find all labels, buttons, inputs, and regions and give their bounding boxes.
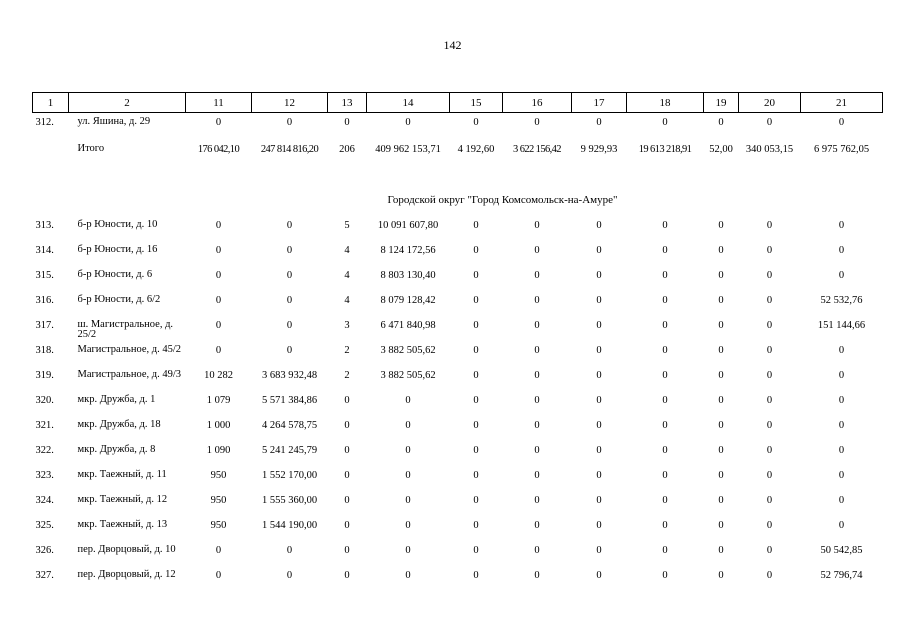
table-cell: 0 [718, 570, 724, 581]
table-cell: 0 [596, 520, 602, 531]
table-row [33, 241, 883, 266]
table-cell: 0 [838, 370, 845, 381]
table-cell: 0 [838, 495, 845, 506]
table-cell: 0 [838, 117, 845, 128]
column-header: 1 [33, 93, 69, 113]
table-row [33, 216, 883, 241]
table-cell: 0 [596, 370, 602, 381]
table-cell: 0 [473, 445, 479, 456]
table-row [33, 113, 883, 138]
table-cell: 0 [662, 470, 668, 481]
column-header: 18 [627, 93, 704, 113]
row-number: 325. [35, 520, 54, 531]
table-cell: 0 [596, 345, 602, 356]
table-cell: 0 [662, 345, 668, 356]
table-body [33, 113, 883, 592]
table-cell: 0 [838, 395, 845, 406]
column-header: 14 [367, 93, 450, 113]
data-table [32, 92, 883, 591]
table-cell: 340 053,15 [745, 144, 794, 155]
table-cell: 0 [596, 245, 602, 256]
table-cell: 52 532,76 [820, 295, 863, 306]
table-cell: 0 [286, 117, 293, 128]
table-cell: 0 [596, 270, 602, 281]
table-cell: 0 [534, 245, 540, 256]
row-address: ул. Яшина, д. 29 [77, 116, 151, 127]
table-cell: 0 [766, 117, 773, 128]
table-cell: 0 [718, 520, 724, 531]
table-cell: 4 [344, 245, 350, 256]
table-cell: 0 [596, 570, 602, 581]
row-number: 312. [35, 117, 54, 128]
table-row [33, 466, 883, 491]
row-address: Магистральное, д. 45/2 [77, 344, 181, 355]
table-cell: 0 [344, 420, 350, 431]
table-row [33, 416, 883, 441]
table-cell: 0 [405, 520, 411, 531]
row-address: мкр. Таежный, д. 13 [77, 519, 168, 530]
table-cell: 52,00 [709, 144, 733, 155]
table-cell: 0 [838, 270, 845, 281]
table-cell: 0 [534, 320, 540, 331]
row-number: 324. [35, 495, 54, 506]
table-cell: 0 [405, 445, 411, 456]
total-row [33, 137, 883, 170]
table-cell: 0 [766, 245, 773, 256]
table-cell: 0 [838, 220, 845, 231]
table-cell: 0 [718, 220, 724, 231]
row-address: б-р Юности, д. 10 [77, 219, 158, 230]
table-cell: 0 [596, 420, 602, 431]
table-cell: 4 [344, 270, 350, 281]
table-cell: 247 814 816,20 [260, 144, 319, 155]
row-address: б-р Юности, д. 6/2 [77, 294, 161, 305]
table-cell: 0 [405, 117, 411, 128]
table-cell: 0 [286, 545, 293, 556]
table-cell: 0 [215, 245, 222, 256]
table-cell: 0 [473, 220, 479, 231]
table-row [33, 541, 883, 566]
table-cell: 0 [405, 470, 411, 481]
table-cell: 0 [286, 345, 293, 356]
table-row [33, 491, 883, 516]
table-cell: 0 [215, 345, 222, 356]
table-cell: 5 571 384,86 [261, 395, 318, 406]
table-cell: 0 [534, 495, 540, 506]
table-cell: 0 [718, 295, 724, 306]
table-cell: 0 [766, 470, 773, 481]
table-cell: 0 [718, 245, 724, 256]
table-row [33, 391, 883, 416]
table-row [33, 316, 883, 341]
table-cell: 0 [838, 345, 845, 356]
table-cell: 0 [534, 370, 540, 381]
row-number [33, 137, 69, 170]
table-cell: 0 [718, 370, 724, 381]
table-cell: 0 [473, 395, 479, 406]
table-cell: 0 [718, 495, 724, 506]
table-cell: 0 [344, 470, 350, 481]
row-address: мкр. Таежный, д. 12 [77, 494, 168, 505]
table-cell: 206 [339, 144, 355, 155]
table-cell: 0 [473, 117, 479, 128]
table-cell: 1 544 190,00 [261, 520, 318, 531]
table-row [33, 341, 883, 366]
table-cell: 0 [596, 470, 602, 481]
table-cell: 0 [662, 520, 668, 531]
table-cell: 0 [473, 295, 479, 306]
table-cell: 0 [766, 395, 773, 406]
table-cell: 0 [344, 445, 350, 456]
table-cell: 0 [766, 495, 773, 506]
table-cell: 0 [718, 545, 724, 556]
table-cell: 0 [473, 520, 479, 531]
table-cell: 6 975 762,05 [813, 144, 870, 155]
table-cell: 0 [286, 570, 293, 581]
table-cell: 0 [838, 420, 845, 431]
table-cell: 0 [662, 117, 668, 128]
table-cell: 0 [662, 445, 668, 456]
table-cell: 9 929,93 [580, 144, 618, 155]
table-cell: 0 [344, 395, 350, 406]
table-cell: 0 [534, 545, 540, 556]
table-cell: 0 [215, 570, 222, 581]
table-cell: 0 [534, 395, 540, 406]
table-cell: 0 [473, 420, 479, 431]
table-cell: 0 [344, 570, 350, 581]
table-cell: 0 [766, 370, 773, 381]
table-cell: 0 [596, 295, 602, 306]
table-cell: 0 [286, 270, 293, 281]
table-row [33, 366, 883, 391]
table-cell: 0 [534, 420, 540, 431]
row-address: пер. Дворцовый, д. 10 [77, 544, 176, 555]
table-cell: 0 [662, 545, 668, 556]
table-cell: 0 [766, 295, 773, 306]
table-cell: 0 [344, 545, 350, 556]
table-cell: 0 [473, 245, 479, 256]
table-row [33, 291, 883, 316]
table-cell: 0 [473, 470, 479, 481]
table-cell: 0 [286, 245, 293, 256]
table-cell: 0 [215, 320, 222, 331]
table-cell: 0 [838, 470, 845, 481]
table-cell: 176 042,10 [197, 144, 240, 155]
table-cell: 1 079 [206, 395, 231, 406]
table-cell: 8 079 128,42 [380, 295, 436, 306]
row-number: 327. [35, 570, 54, 581]
table-cell: 0 [596, 395, 602, 406]
table-cell: 0 [838, 445, 845, 456]
table-row [33, 266, 883, 291]
row-address: Магистральное, д. 49/3 [77, 369, 181, 380]
table-cell: 0 [534, 445, 540, 456]
table-cell: 0 [286, 320, 293, 331]
row-address: мкр. Дружба, д. 18 [77, 419, 161, 430]
column-header: 19 [704, 93, 739, 113]
region-title: Городской округ "Город Комсомольск-на-Амуре" [387, 194, 618, 206]
table-cell: 3 622 156,42 [513, 144, 561, 155]
table-cell: 0 [718, 270, 724, 281]
row-address: мкр. Дружба, д. 8 [77, 444, 156, 455]
row-number: 323. [35, 470, 54, 481]
row-number: 316. [35, 295, 54, 306]
table-cell: 5 241 245,79 [261, 445, 318, 456]
table-cell: 0 [344, 117, 350, 128]
page-number: 142 [443, 38, 462, 52]
table-cell: 1 000 [206, 420, 231, 431]
table-cell: 4 264 578,75 [261, 420, 318, 431]
table-cell: 5 [344, 220, 350, 231]
table-cell: 2 [344, 345, 350, 356]
table-cell: 0 [473, 345, 479, 356]
table-cell: 0 [534, 570, 540, 581]
table-cell: 0 [534, 117, 540, 128]
table-cell: 0 [405, 395, 411, 406]
table-cell: 0 [215, 545, 222, 556]
table-cell: 0 [405, 420, 411, 431]
table-cell: 0 [473, 270, 479, 281]
table-cell: 1 555 360,00 [261, 495, 318, 506]
table-cell: 0 [405, 570, 411, 581]
row-address: б-р Юности, д. 6 [77, 269, 153, 280]
table-cell: 0 [662, 220, 668, 231]
row-number: 319. [35, 370, 54, 381]
table-cell: 0 [662, 570, 668, 581]
table-cell: 0 [662, 395, 668, 406]
column-header: 17 [572, 93, 627, 113]
table-cell: 0 [662, 320, 668, 331]
row-number: 315. [35, 270, 54, 281]
table-cell: 0 [405, 545, 411, 556]
table-cell: 10 091 607,80 [377, 220, 439, 231]
table-cell: 10 282 [204, 370, 233, 381]
table-cell: 3 [344, 320, 350, 331]
table-cell: 0 [344, 520, 350, 531]
column-header: 2 [69, 93, 186, 113]
table-cell: 0 [766, 320, 773, 331]
table-cell: 0 [718, 345, 724, 356]
row-address: мкр. Дружба, д. 1 [77, 394, 156, 405]
row-number: 318. [35, 345, 54, 356]
table-cell: 0 [534, 520, 540, 531]
table-cell: 0 [473, 545, 479, 556]
table-cell: 0 [473, 495, 479, 506]
table-cell: 52 796,74 [820, 570, 863, 581]
table-row [33, 566, 883, 591]
table-cell: 0 [766, 345, 773, 356]
row-address: б-р Юности, д. 16 [77, 244, 158, 255]
table-cell: 3 683 932,48 [261, 370, 318, 381]
table-cell: 0 [473, 570, 479, 581]
row-number: 321. [35, 420, 54, 431]
table-cell: 0 [534, 220, 540, 231]
table-cell: 0 [662, 370, 668, 381]
table-cell: 0 [596, 545, 602, 556]
table-cell: 0 [838, 520, 845, 531]
table-cell: 0 [662, 245, 668, 256]
table-cell: 8 803 130,40 [380, 270, 436, 281]
table-cell: 0 [718, 470, 724, 481]
header-row [33, 93, 883, 113]
row-address: пер. Дворцовый, д. 12 [77, 569, 176, 580]
table-cell: 0 [662, 420, 668, 431]
table-cell: 0 [718, 117, 724, 128]
table-cell: 3 882 505,62 [380, 345, 436, 356]
table-cell: 4 [344, 295, 350, 306]
row-number: 326. [35, 545, 54, 556]
table-cell: 0 [534, 270, 540, 281]
table-cell: 0 [766, 520, 773, 531]
table-cell: 6 471 840,98 [380, 320, 436, 331]
table-cell: 0 [596, 320, 602, 331]
row-number: 320. [35, 395, 54, 406]
table-cell: 0 [215, 220, 222, 231]
total-label: Итого [77, 143, 105, 154]
row-address: мкр. Таежный, д. 11 [77, 469, 167, 480]
table-cell: 0 [766, 445, 773, 456]
table-cell: 50 542,85 [820, 545, 863, 556]
table-cell: 4 192,60 [457, 144, 495, 155]
table-cell: 950 [210, 495, 227, 506]
row-number: 322. [35, 445, 54, 456]
row-address: ш. Магистральное, д. 25/2 [77, 319, 174, 340]
table-cell: 0 [718, 320, 724, 331]
table-cell: 2 [344, 370, 350, 381]
table-cell: 409 962 153,71 [375, 144, 441, 155]
table-cell: 0 [766, 420, 773, 431]
table-cell: 0 [766, 545, 773, 556]
table-cell: 0 [662, 270, 668, 281]
region-row [33, 170, 883, 216]
table-cell: 950 [210, 470, 227, 481]
column-header: 12 [252, 93, 328, 113]
table-cell: 0 [215, 270, 222, 281]
table-cell: 0 [766, 270, 773, 281]
table-cell: 151 144,66 [817, 320, 866, 331]
table-cell: 0 [766, 220, 773, 231]
column-header: 20 [739, 93, 801, 113]
column-header: 13 [328, 93, 367, 113]
table-cell: 1 552 170,00 [261, 470, 318, 481]
column-header: 21 [801, 93, 883, 113]
table-cell: 950 [210, 520, 227, 531]
table-cell: 1 090 [206, 445, 231, 456]
row-number: 313. [35, 220, 54, 231]
table-cell: 0 [596, 220, 602, 231]
table-cell: 0 [286, 220, 293, 231]
table-cell: 0 [596, 495, 602, 506]
table-cell: 3 882 505,62 [380, 370, 436, 381]
table-cell: 0 [534, 470, 540, 481]
table-cell: 0 [215, 295, 222, 306]
table-row [33, 441, 883, 466]
table-cell: 0 [344, 495, 350, 506]
table-cell: 19 613 218,91 [638, 144, 692, 155]
table-cell: 0 [534, 295, 540, 306]
column-header: 16 [503, 93, 572, 113]
table-cell: 0 [718, 445, 724, 456]
table-row [33, 516, 883, 541]
table-cell: 0 [718, 395, 724, 406]
table-cell: 0 [405, 495, 411, 506]
row-number: 317. [35, 320, 54, 331]
table-cell: 0 [662, 495, 668, 506]
table-cell: 0 [766, 570, 773, 581]
table-cell: 0 [596, 445, 602, 456]
column-header: 15 [450, 93, 503, 113]
table-cell: 0 [534, 345, 540, 356]
table-cell: 0 [838, 245, 845, 256]
table-cell: 8 124 172,56 [380, 245, 436, 256]
table-cell: 0 [718, 420, 724, 431]
table-cell: 0 [215, 117, 222, 128]
table-cell: 0 [596, 117, 602, 128]
row-number: 314. [35, 245, 54, 256]
table-cell: 0 [473, 320, 479, 331]
table-cell: 0 [473, 370, 479, 381]
column-header: 11 [186, 93, 252, 113]
table-cell: 0 [662, 295, 668, 306]
table-cell: 0 [286, 295, 293, 306]
